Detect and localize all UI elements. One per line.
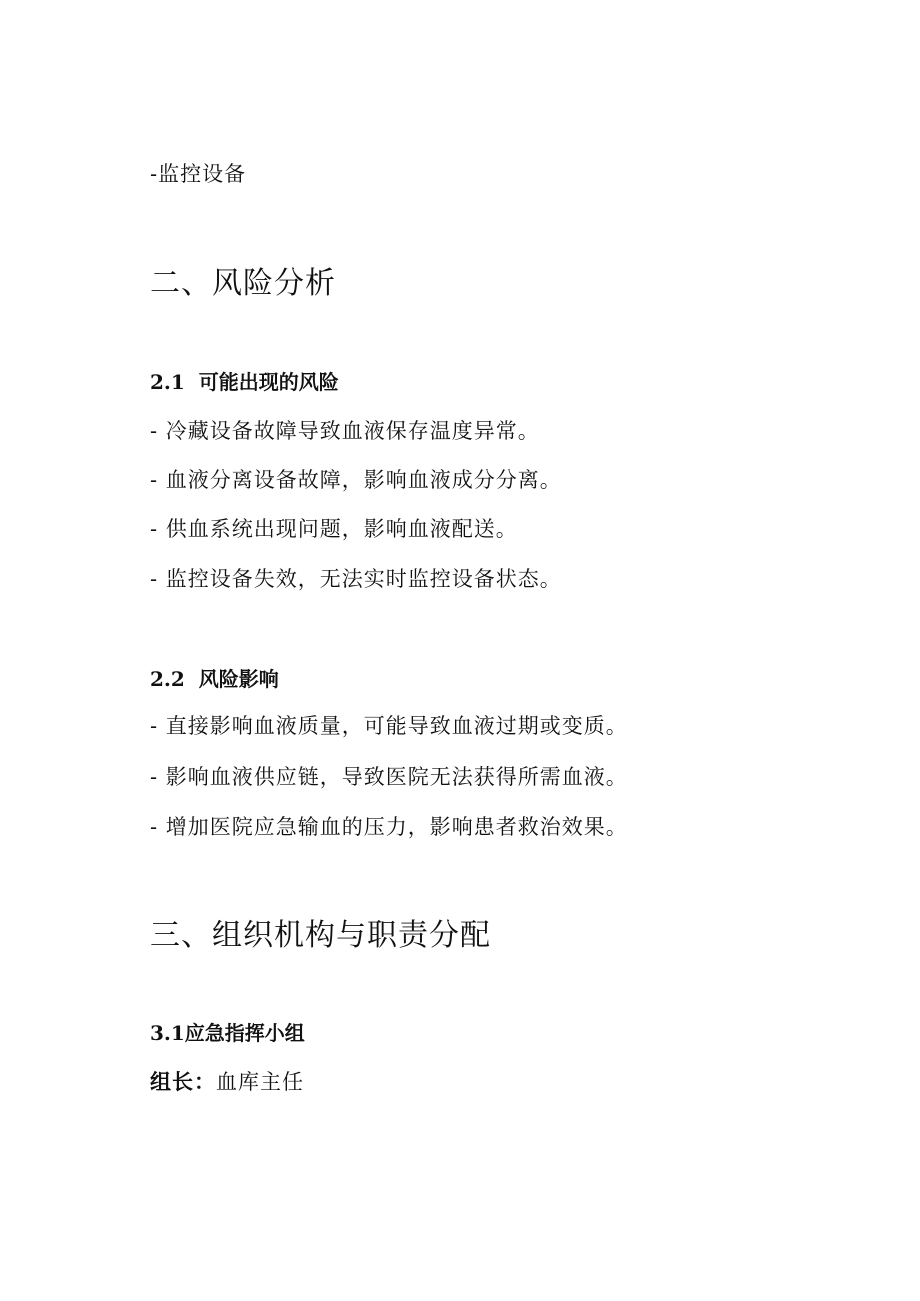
impact-item: - 增加医院应急输血的压力，影响患者救治效果。 — [150, 815, 628, 839]
leader-value: 血库主任 — [216, 1070, 304, 1094]
leader-label: 组长： — [150, 1069, 216, 1094]
section-3-title: 三、组织机构与职责分配 — [150, 918, 491, 953]
top-line-text: -监控设备 — [150, 162, 247, 186]
leader-line — [150, 1066, 304, 1096]
section-2-title: 二、风险分析 — [150, 266, 336, 301]
impact-item: - 影响血液供应链，导致医院无法获得所需血液。 — [150, 765, 628, 789]
impact-item: - 直接影响血液质量，可能导致血液过期或变质。 — [150, 714, 628, 738]
subsection-2-2-title: 风险影响 — [198, 667, 279, 691]
subsection-2-2-heading — [150, 663, 279, 692]
subsection-2-1-heading — [150, 366, 339, 395]
risk-item: - 监控设备失效，无法实时监控设备状态。 — [150, 567, 562, 591]
subsection-2-1-number: 2.1 — [150, 370, 185, 394]
risk-item: - 血液分离设备故障，影响血液成分分离。 — [150, 468, 562, 492]
subsection-2-2-number: 2.2 — [150, 667, 185, 691]
risk-item: - 冷藏设备故障导致血液保存温度异常。 — [150, 419, 540, 443]
subsection-2-1-title: 可能出现的风险 — [198, 370, 339, 394]
risk-item: - 供血系统出现问题，影响血液配送。 — [150, 517, 518, 541]
subsection-3-1-title: 3.1应急指挥小组 — [150, 1021, 305, 1045]
